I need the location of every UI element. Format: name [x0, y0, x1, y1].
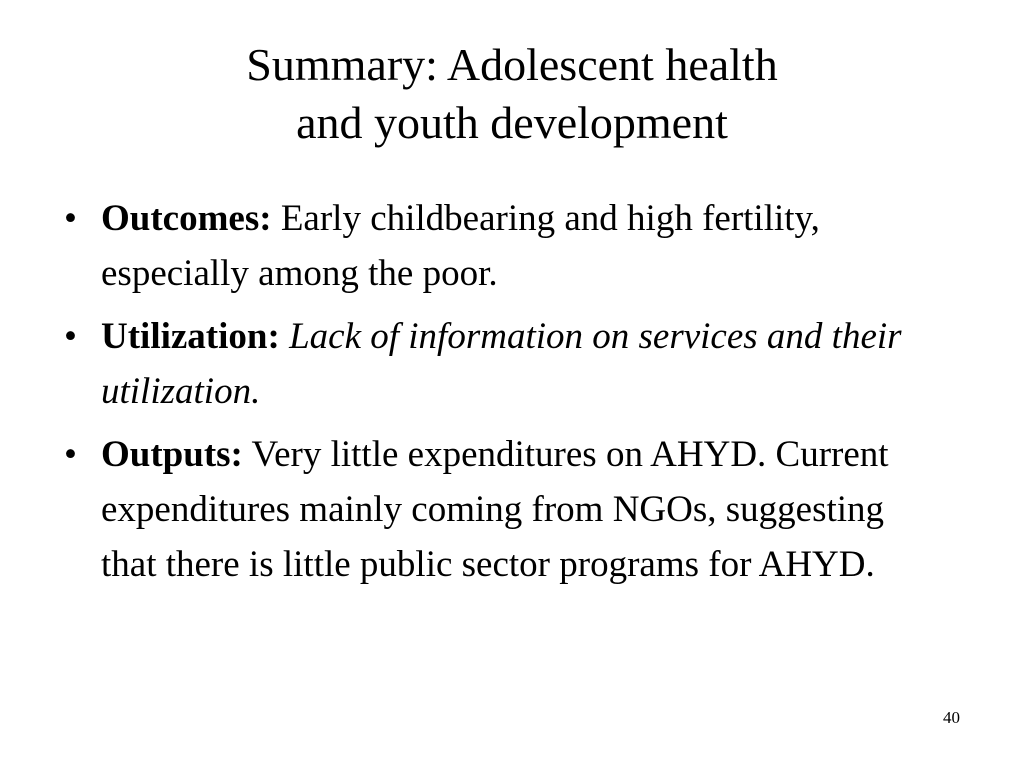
bullet-label: Utilization: — [101, 316, 280, 357]
bullet-text: Very little expenditures on AHYD. Current expenditures mainly coming from NGOs, suggesting that there is little public sector programs for AHYD. — [101, 434, 889, 585]
bullet-text: Lack of information on services and their utilization. — [101, 316, 902, 412]
bullet-list — [64, 191, 944, 600]
page-number: 40 — [943, 708, 960, 727]
bullet-label: Outcomes: — [101, 198, 272, 239]
bullet-dot-icon: • — [64, 316, 77, 357]
bullet-outputs — [64, 427, 944, 592]
bullet-utilization — [64, 309, 944, 419]
bullet-dot-icon: • — [64, 198, 77, 239]
slide-title — [0, 36, 1024, 152]
bullet-dot-icon: • — [64, 434, 77, 475]
bullet-text: Early childbearing and high fertility, especially among the poor. — [101, 198, 820, 294]
bullet-outcomes — [64, 191, 944, 301]
bullet-label: Outputs: — [101, 434, 243, 475]
slide-title-line-1: Summary: Adolescent health — [246, 39, 778, 90]
slide-title-line-2: and youth development — [296, 97, 728, 148]
